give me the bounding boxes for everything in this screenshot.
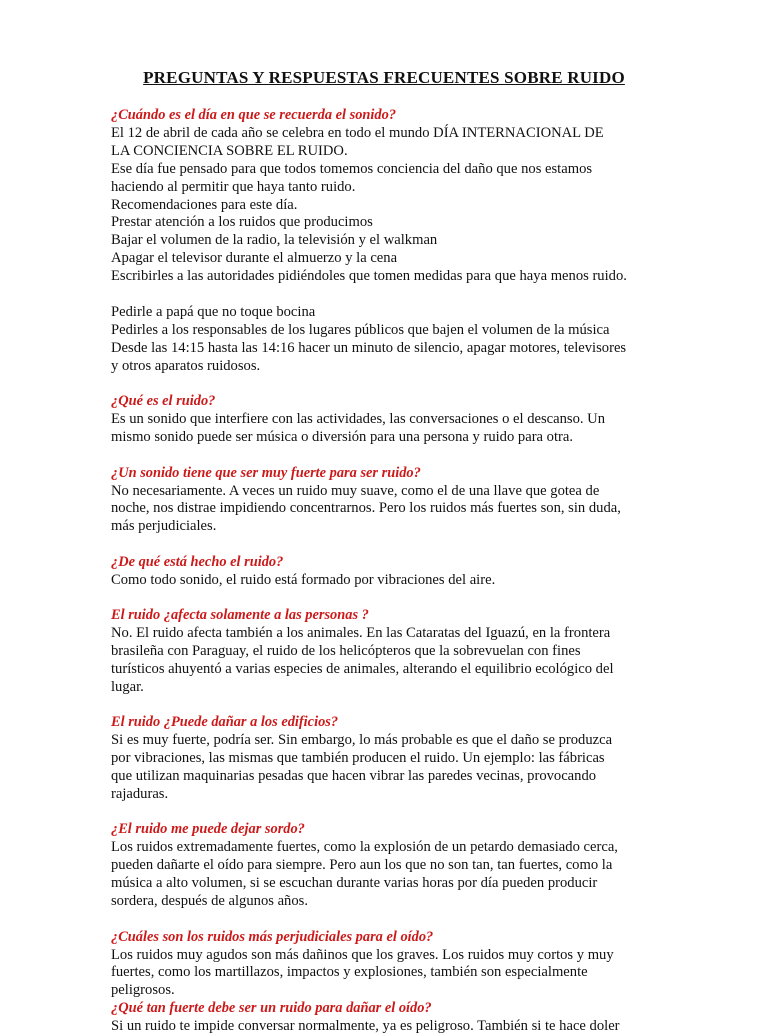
faq-answer-line: Es un sonido que interfiere con las actividades, las conversaciones o el descanso. Un xyxy=(111,411,606,428)
faq-question: ¿Cuáles son los ruidos más perjudiciales para el oído? xyxy=(111,928,434,945)
faq-section xyxy=(111,393,671,447)
document-body xyxy=(111,107,671,1036)
faq-answer-line: que utilizan maquinarias pesadas que hacen vibrar las paredes vecinas, provocando xyxy=(111,768,597,785)
faq-answer-line: Prestar atención a los ruidos que producimos xyxy=(111,214,373,231)
faq-answer-line: Desde las 14:15 hasta las 14:16 hacer un minuto de silencio, apagar motores, televisores xyxy=(111,339,627,356)
faq-section xyxy=(111,929,671,1001)
faq-answer-line: Pedirles a los responsables de los lugares públicos que bajen el volumen de la música xyxy=(111,321,610,338)
faq-answer-line: peligrosos. xyxy=(111,982,175,999)
faq-answer-line: rajaduras. xyxy=(111,785,169,802)
faq-answer-line: No. El ruido afecta también a los animales. En las Cataratas del Iguazú, en la frontera xyxy=(111,625,611,642)
faq-answer-line: turísticos ahuyentó a varias especies de animales, alterando el equilibrio ecológico del xyxy=(111,660,614,677)
faq-answer-line: noche, nos distrae impidiendo concentrarnos. Pero los ruidos más fuertes son, sin duda, xyxy=(111,500,621,517)
faq-answer-line: Los ruidos extremadamente fuertes, como la explosión de un petardo demasiado cerca, xyxy=(111,839,618,856)
faq-answer-line: por vibraciones, las mismas que también producen el ruido. Un ejemplo: las fábricas xyxy=(111,750,605,767)
faq-answer-line: Bajar el volumen de la radio, la televisión y el walkman xyxy=(111,232,438,249)
faq-answer-line: El 12 de abril de cada año se celebra en todo el mundo DÍA INTERNACIONAL DE xyxy=(111,124,604,141)
faq-answer-line: Si es muy fuerte, podría ser. Sin embargo, lo más probable es que el daño se produzca xyxy=(111,732,613,749)
faq-answer-line: Los ruidos muy agudos son más dañinos que los graves. Los ruidos muy cortos y muy xyxy=(111,946,614,963)
faq-answer-line: Recomendaciones para este día. xyxy=(111,196,298,213)
faq-section xyxy=(111,714,671,804)
faq-answer-line: Como todo sonido, el ruido está formado por vibraciones del aire. xyxy=(111,571,496,588)
faq-answer-line: Apagar el televisor durante el almuerzo y la cena xyxy=(111,250,398,267)
faq-answer-line: sordera, después de algunos años. xyxy=(111,893,308,910)
faq-answer-line: No necesariamente. A veces un ruido muy suave, como el de una llave que gotea de xyxy=(111,482,600,499)
faq-question: ¿Qué tan fuerte debe ser un ruido para dañar el oído? xyxy=(111,1000,432,1017)
faq-answer-line: más perjudiciales. xyxy=(111,518,217,535)
faq-answer-line: Pedirle a papá que no toque bocina xyxy=(111,304,316,321)
faq-question: El ruido ¿Puede dañar a los edificios? xyxy=(111,714,339,731)
faq-question: ¿Qué es el ruido? xyxy=(111,393,216,410)
faq-question: ¿Cuándo es el día en que se recuerda el sonido? xyxy=(111,107,397,123)
faq-answer-line: y otros aparatos ruidosos. xyxy=(111,357,261,374)
faq-section xyxy=(111,821,671,911)
faq-section xyxy=(111,554,671,590)
faq-question: El ruido ¿afecta solamente a las personas ? xyxy=(111,607,369,624)
faq-answer-line: lugar. xyxy=(111,678,144,695)
faq-answer-line: LA CONCIENCIA SOBRE EL RUIDO. xyxy=(111,142,348,159)
faq-section xyxy=(111,607,671,697)
faq-answer-line: música a alto volumen, si se escuchan durante varias horas por día pueden producir xyxy=(111,875,598,892)
document-title: PREGUNTAS Y RESPUESTAS FRECUENTES SOBRE RUIDO xyxy=(143,68,625,87)
faq-answer-line: Ese día fue pensado para que todos tomemos conciencia del daño que nos estamos xyxy=(111,160,593,177)
faq-answer-line: Si un ruido te impide conversar normalmente, ya es peligroso. También si te hace doler xyxy=(111,1018,620,1035)
faq-answer-line: Escribirles a las autoridades pidiéndoles que tomen medidas para que haya menos ruido. xyxy=(111,268,627,285)
faq-answer-line: pueden dañarte el oído para siempre. Pero aun los que no son tan, tan fuertes, como la xyxy=(111,857,613,874)
faq-section xyxy=(111,1000,671,1036)
faq-answer-line: mismo sonido puede ser música o diversión para una persona y ruido para otra. xyxy=(111,429,574,446)
faq-answer-line: haciendo al permitir que haya tanto ruido. xyxy=(111,178,356,195)
faq-question: ¿Un sonido tiene que ser muy fuerte para ser ruido? xyxy=(111,464,421,481)
faq-section xyxy=(111,465,671,537)
faq-answer-line: brasileña con Paraguay, el ruido de los helicópteros que la sobrevuelan con fines xyxy=(111,643,581,660)
faq-section xyxy=(111,107,671,376)
faq-answer-line: fuertes, como los martillazos, impactos y explosiones, también son especialmente xyxy=(111,964,588,981)
faq-question: ¿De qué está hecho el ruido? xyxy=(111,553,284,570)
faq-question: ¿El ruido me puede dejar sordo? xyxy=(111,821,305,838)
